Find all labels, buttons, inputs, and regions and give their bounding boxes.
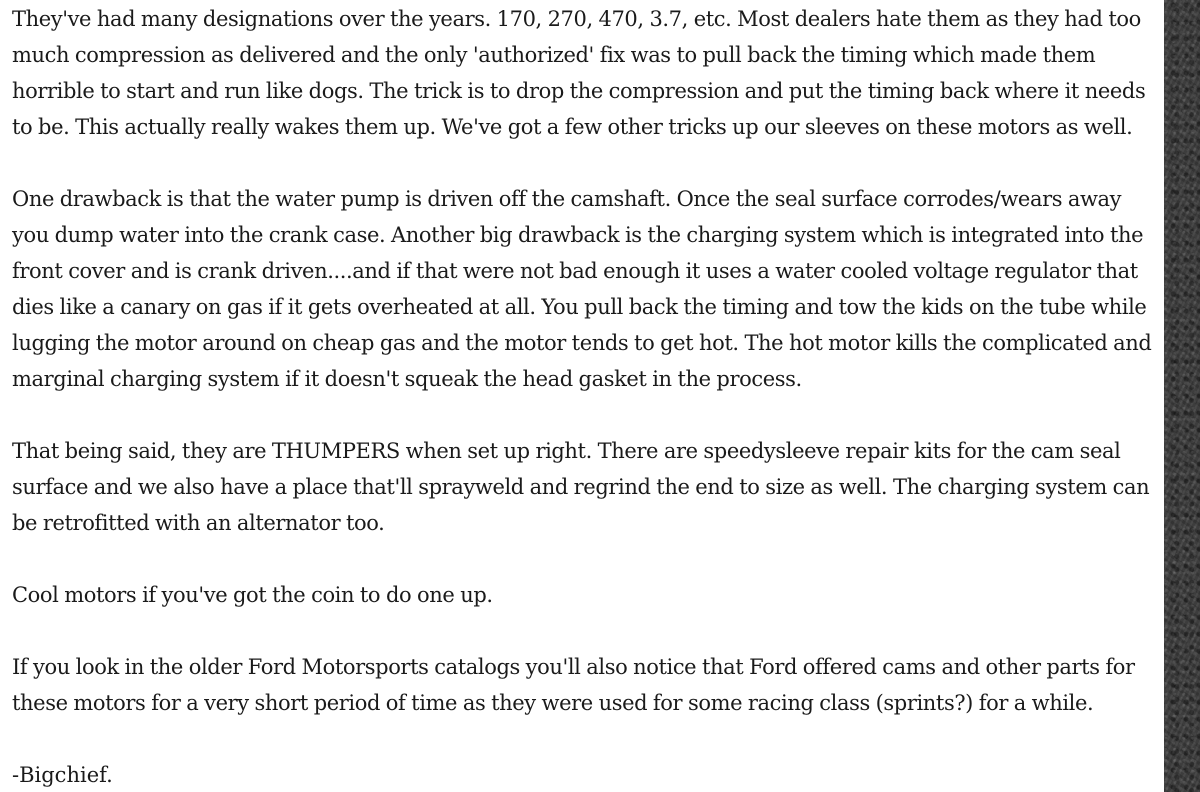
post-signature: -Bigchief. — [12, 763, 113, 787]
post-body — [12, 0, 1152, 792]
post-paragraph-ford-motorsports: If you look in the older Ford Motorsports catalogs you'll also notice that Ford offered cams and other parts for these motors for a very short period of time as they were used for some racing class (sprints?) for a while. — [12, 655, 1135, 715]
post-paragraph-cool-motors: Cool motors if you've got the coin to do one up. — [12, 583, 493, 607]
post-paragraph-designations: They've had many designations over the years. 170, 270, 470, 3.7, etc. Most dealers hate them as they had too much compression as delivered and the only 'authorized' fix was to pull back the timing which made them horrible to start and run like dogs. The trick is to drop the compression and put the timing back where it needs to be. This actually really wakes them up. We've got a few other tricks up our sleeves on these motors as well. — [12, 7, 1146, 139]
leather-texture-sidebar — [1164, 0, 1200, 792]
post-paragraph-drawbacks: One drawback is that the water pump is driven off the camshaft. Once the seal surface corrodes/wears away you dump water into the crank case. Another big drawback is the charging system which is integrated into the front cover and is crank driven....and if that were not bad enough it uses a water cooled voltage regulator that dies like a canary on gas if it gets overheated at all. You pull back the timing and tow the kids on the tube while lugging the motor around on cheap gas and the motor tends to get hot. The hot motor kills the complicated and marginal charging system if it doesn't squeak the head gasket in the process. — [12, 187, 1152, 391]
post-paragraph-thumpers: That being said, they are THUMPERS when set up right. There are speedysleeve repair kits for the cam seal surface and we also have a place that'll sprayweld and regrind the end to size as well. The charging system can be retrofitted with an alternator too. — [12, 439, 1150, 535]
